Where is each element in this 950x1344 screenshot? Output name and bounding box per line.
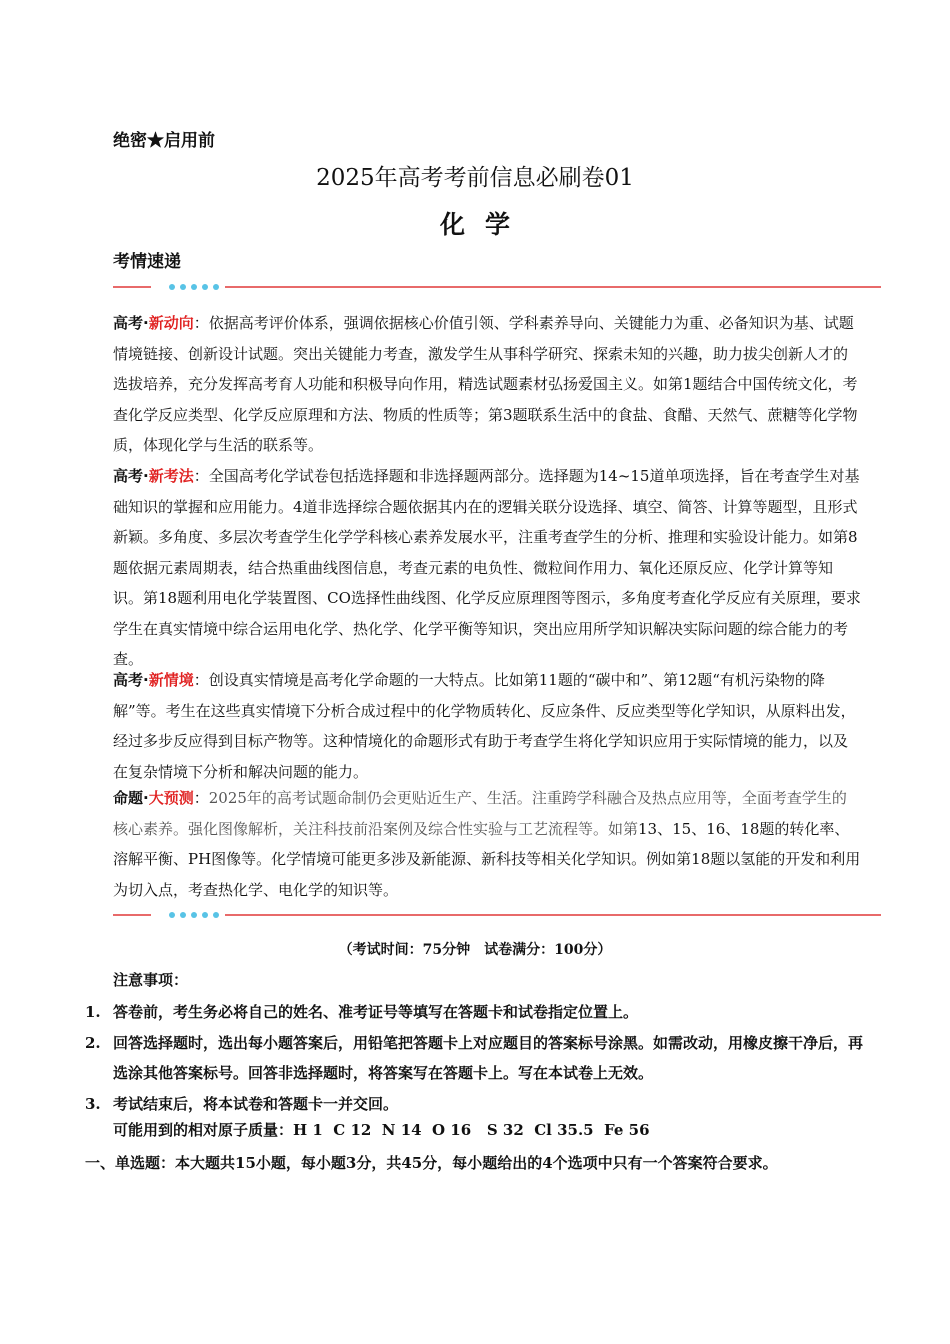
paragraph-prefix: 高考· (113, 314, 149, 332)
divider-dot (180, 284, 186, 290)
divider-dot (213, 284, 219, 290)
paragraph-label: 新考法 (148, 467, 194, 485)
paragraph-label: 大预测 (148, 789, 194, 807)
divider-dot (180, 912, 186, 918)
divider-dot (202, 284, 208, 290)
divider-bottom (113, 909, 881, 921)
paragraph-colon: ： (193, 671, 209, 689)
paragraph-text: 创设真实情境是高考化学命题的一大特点。比如第11题的“碳中和”、第12题“有机污染物的降解”等。考生在这些真实情境下分析合成过程中的化学物质转化、反应条件、反应类型等化学知识，从原料出发，经过多步反应得到目标产物等。这种情境化的命题形式有助于考查学生将化学知识应用于实际情境的能力，以及在复杂情境下分析和解决问题的能力。 (113, 671, 856, 781)
divider-dot (191, 912, 197, 918)
notice-item-text: 答卷前，考生务必将自己的姓名、准考证号等填写在答题卡和试卷指定位置上。 (113, 1003, 639, 1021)
paragraph-new-context (113, 665, 861, 787)
paragraph-prefix: 高考· (113, 671, 149, 689)
paragraph-prediction (113, 783, 861, 905)
subject-title: 化学 (439, 210, 530, 239)
paragraph-label: 新情境 (148, 671, 194, 689)
divider-dot (169, 912, 175, 918)
notice-item-number: 2. (85, 1033, 101, 1052)
notice-heading: 注意事项： (113, 971, 189, 989)
mcq-section-heading: 一、单选题：本大题共15小题，每小题3分，共45分，每小题给出的4个选项中只有一个答案符合要求。 (85, 1154, 778, 1172)
paragraph-new-method (113, 461, 861, 675)
paragraph-text-grey: 2025年的高考试题命制仍会更贴近生产、生活。注重跨学科融合及热点应用等，全面考查学生的核心素养。强化图像解析，关注科技前沿案例及综合性实验与工艺流程等。如第 (113, 789, 847, 838)
secret-label: 绝密★启用前 (113, 131, 215, 151)
paragraph-text: 全国高考化学试卷包括选择题和非选择题两部分。选择题为14~15道单项选择，旨在考查学生对基础知识的掌握和应用能力。4道非选择综合题依据其内在的逻辑关联分设选择、填空、简答、计算等题型，且形式新颖。多角度、多层次考查学生化学学科核心素养发展水平，注重考查学生的分析、推理和实验设计能力。如第8题依据元素周期表，结合热重曲线图信息，考查元素的电负性、微粒间作用力、氧化还原反应、化学计算等知识。第18题利用电化学装置图、CO选择性曲线图、化学反应原理图等图示，多角度考查化学反应有关原理，要求学生在真实情境中综合运用电化学、热化学、化学平衡等知识，突出应用所学知识解决实际问题的综合能力的考查。 (113, 467, 861, 668)
notice-item-number: 1. (85, 1003, 101, 1021)
notice-item (85, 1028, 875, 1089)
notice-item-number: 3. (85, 1094, 101, 1113)
exam-info: （考试时间：75分钟 试卷满分：100分） (338, 942, 612, 958)
divider-dot (202, 912, 208, 918)
paragraph-prefix: 高考· (113, 467, 149, 485)
notice-item (85, 997, 875, 1028)
page-title: 2025年高考考前信息必刷卷01 (316, 165, 634, 191)
notice-item (85, 1089, 875, 1120)
atomic-masses: 可能用到的相对原子质量：H 1 C 12 N 14 O 16 S 32 Cl 35.5 Fe 56 (113, 1121, 650, 1139)
paragraph-new-trend (113, 308, 861, 461)
paragraph-colon: ： (193, 789, 209, 807)
paragraph-prefix: 命题· (113, 789, 149, 807)
divider-top (113, 281, 881, 293)
paragraph-text: 13、15、16、18题的转化率、溶解平衡、PH图像等。化学情境可能更多涉及新能源、新科技等相关化学知识。例如第18题以氢能的开发和利用为切入点，考查热化学、电化学的知识等。 (113, 819, 861, 899)
notice-item-text: 考试结束后，将本试卷和答题卡一并交回。 (113, 1094, 399, 1113)
paragraph-text: 依据高考评价体系，强调依据核心价值引领、学科素养导向、关键能力为重、必备知识为基、试题情境链接、创新设计试题。突出关键能力考查，激发学生从事科学研究、探索未知的兴趣，助力拔尖创新人才的选拔培养，充分发挥高考育人功能和积极导向作用，精选试题素材弘扬爱国主义。如第1题结合中国传统文化，考查化学反应类型、化学反应原理和方法、物质的性质等；第3题联系生活中的食盐、食醋、天然气、蔗糖等化学物质，体现化学与生活的联系等。 (113, 314, 858, 454)
divider-dot (191, 284, 197, 290)
paragraph-colon: ： (193, 467, 209, 485)
notice-item-text: 回答选择题时，选出每小题答案后，用铅笔把答题卡上对应题目的答案标号涂黑。如需改动，用橡皮擦干净后，再选涂其他答案标号。回答非选择题时，将答案写在答题卡上。写在本试卷上无效。 (113, 1033, 864, 1082)
notice-list (85, 997, 875, 1119)
divider-dot (169, 284, 175, 290)
section-heading: 考情速递 (113, 252, 181, 272)
paragraph-colon: ： (193, 314, 209, 332)
divider-dot (213, 912, 219, 918)
paragraph-label: 新动向 (148, 314, 194, 332)
